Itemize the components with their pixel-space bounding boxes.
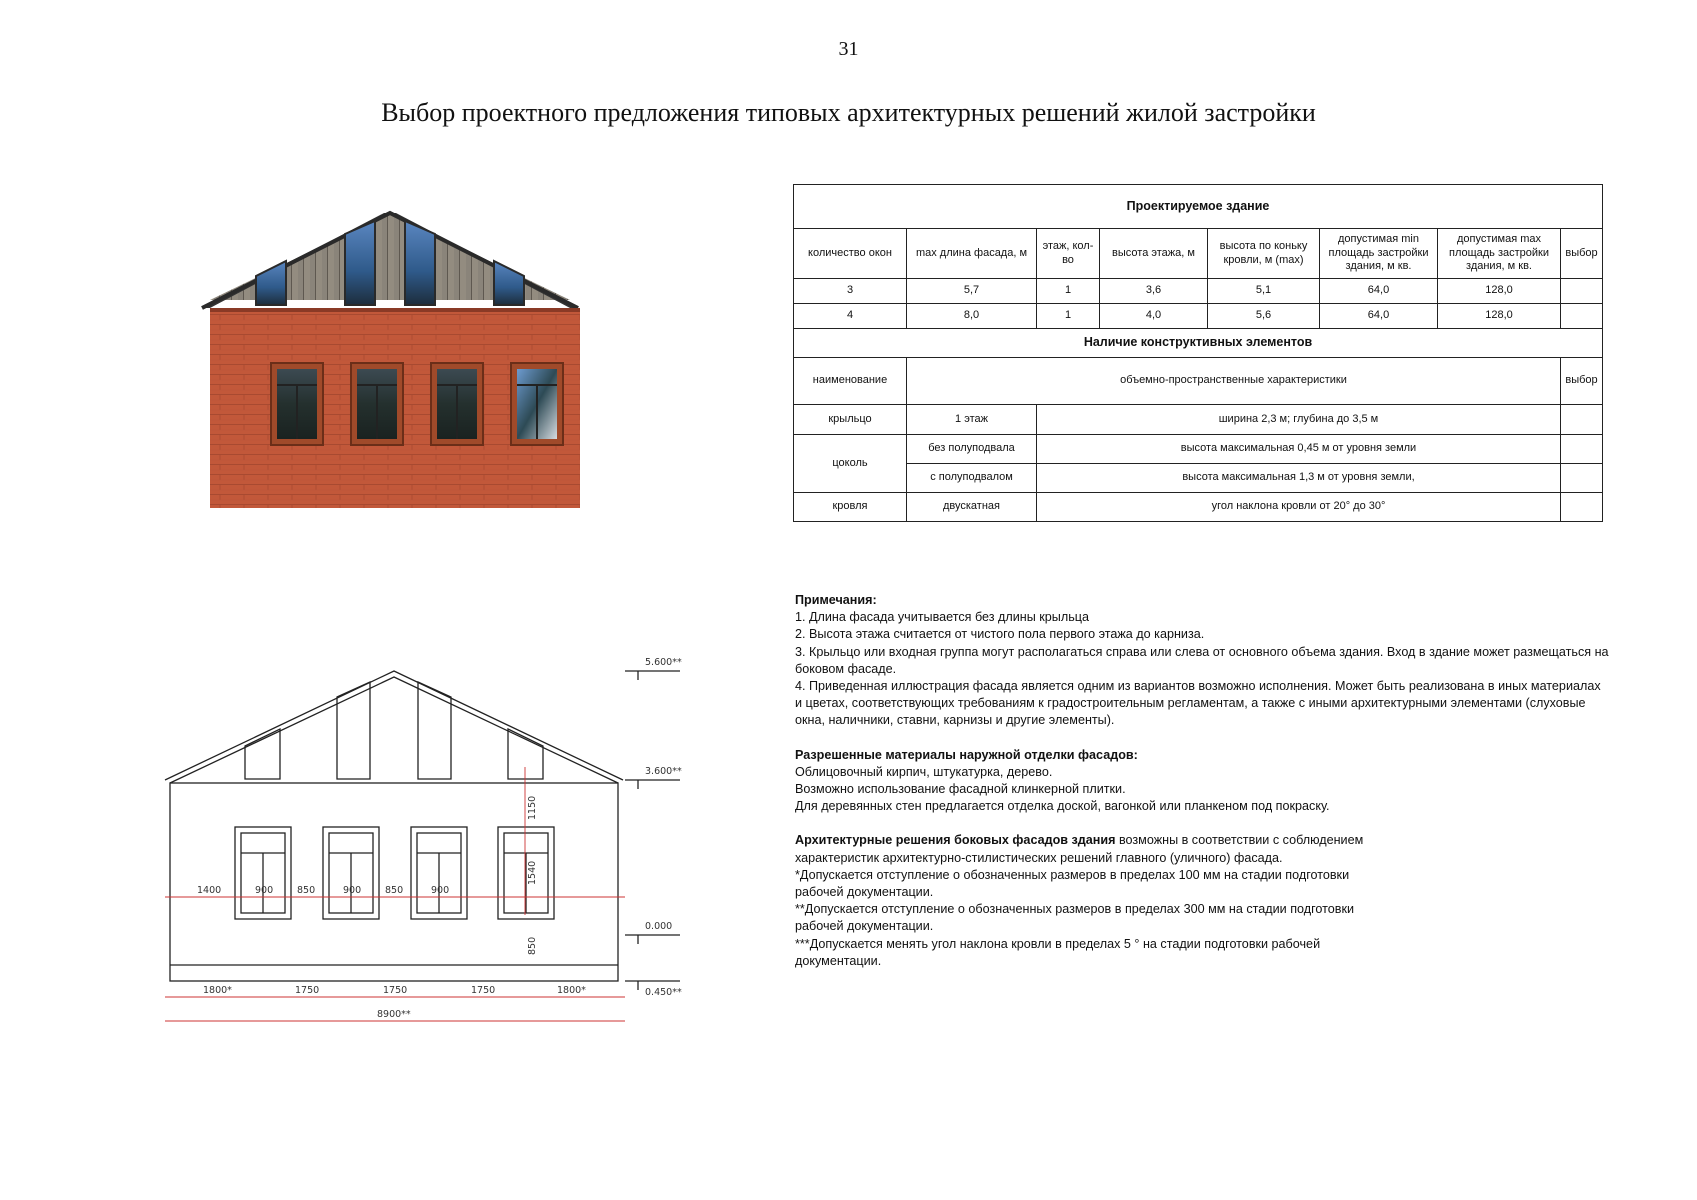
notes-heading: Примечания: [795, 593, 877, 607]
width-4: 900 [343, 885, 362, 896]
cell: 5,7 [907, 279, 1037, 304]
facade-elevation-drawing [155, 635, 695, 1035]
plinth-a-desc: высота максимальная 0,45 м от уровня земли [1037, 435, 1561, 464]
roof-name: кровля [794, 493, 907, 522]
porch-desc: ширина 2,3 м; глубина до 3,5 м [1037, 405, 1561, 435]
side-facade-bold: Архитектурные решения боковых фасадов здания [795, 833, 1116, 848]
col-floors: этаж, кол-во [1037, 229, 1100, 279]
cell: 128,0 [1438, 304, 1561, 329]
cell: 1 [1037, 279, 1100, 304]
choice-cell[interactable] [1561, 464, 1603, 493]
segment-1: 1800* [203, 985, 232, 996]
plinth-a-type: без полуподвала [907, 435, 1037, 464]
material-item: Для деревянных стен предлагается отделка доской, вагонкой или планкеном под покраску. [795, 799, 1330, 814]
side-facade-rest: возможны в соответствии с соблюдением характеристик архитектурно-стилистических решений главного (уличного) фасада. [795, 833, 1364, 865]
cell: 3 [794, 279, 907, 304]
note-item: 3. Крыльцо или входная группа могут располагаться справа или слева от основного объема здания. Вход в здание может размещаться на боковом фасаде. [795, 644, 1609, 676]
col-min-area: допустимая min площадь застройки здания, м кв. [1320, 229, 1438, 279]
cell: 4 [794, 304, 907, 329]
note-item: 4. Приведенная иллюстрация фасада является одним из вариантов возможно исполнения. Может быть реализована в иных материалах и цветах, соответствующих требованиям к градостроительным регламентам, а также с иными архитектурными элементами (слуховые окна, наличники, ставни, карнизы и другие элементы). [795, 679, 1601, 728]
cell: 5,6 [1208, 304, 1320, 329]
width-1: 1400 [197, 885, 222, 896]
total-length: 8900** [377, 1009, 411, 1020]
height-sill: 850 [527, 936, 538, 955]
cell: 64,0 [1320, 279, 1438, 304]
footnote: *Допускается отступление о обозначенных размеров в пределах 100 мм на стадии подготовки рабочей документации. [795, 867, 1350, 900]
choice-cell[interactable] [1561, 405, 1603, 435]
col-ridge-height: высота по коньку кровли, м (max) [1208, 229, 1320, 279]
col-floor-height: высота этажа, м [1100, 229, 1208, 279]
segment-2: 1750 [295, 985, 320, 996]
width-2: 900 [255, 885, 274, 896]
width-3: 850 [297, 885, 316, 896]
plinth-b-type: с полуподвалом [907, 464, 1037, 493]
materials-heading: Разрешенные материалы наружной отделки фасадов: [795, 747, 1138, 762]
table-row [794, 493, 1603, 522]
width-6: 900 [431, 885, 450, 896]
cell: 3,6 [1100, 279, 1208, 304]
choice-cell[interactable] [1561, 304, 1603, 329]
col-max-area: допустимая max площадь застройки здания, м кв. [1438, 229, 1561, 279]
characteristics-header: объемно-пространственные характеристики [907, 358, 1561, 405]
choice-cell[interactable] [1561, 279, 1603, 304]
footnote: **Допускается отступление о обозначенных размеров в пределах 300 мм на стадии подготовки рабочей документации. [795, 902, 1355, 934]
cell: 5,1 [1208, 279, 1320, 304]
width-5: 850 [385, 885, 404, 896]
choice-cell[interactable] [1561, 493, 1603, 522]
table-row [794, 279, 1603, 304]
table-row [794, 405, 1603, 435]
page-number: 31 [838, 38, 859, 60]
cell: 4,0 [1100, 304, 1208, 329]
col-choice: выбор [1561, 229, 1603, 279]
table-row [794, 435, 1603, 464]
porch-name: крыльцо [794, 405, 907, 435]
table-header-row [794, 229, 1603, 279]
cell: 1 [1037, 304, 1100, 329]
choice-header: выбор [1561, 358, 1603, 405]
section2-title: Наличие конструктивных элементов [794, 329, 1603, 358]
level-zero: 0.000 [645, 921, 673, 932]
cell: 128,0 [1438, 279, 1561, 304]
segment-3: 1750 [383, 985, 408, 996]
section1-title: Проектируемое здание [794, 185, 1603, 229]
plinth-name: цоколь [794, 435, 907, 493]
col-max-length: max длина фасада, м [907, 229, 1037, 279]
segment-4: 1750 [471, 985, 496, 996]
cell: 8,0 [907, 304, 1037, 329]
note-item: 1. Длина фасада учитывается без длины крыльца [795, 610, 1089, 625]
plinth-b-desc: высота максимальная 1,3 м от уровня земли, [1037, 464, 1561, 493]
notes-block [795, 592, 1610, 970]
table-row [794, 304, 1603, 329]
roof-type: двускатная [907, 493, 1037, 522]
level-ground: 0.450** [645, 987, 682, 998]
level-ridge: 5.600** [645, 657, 682, 668]
footnote: ***Допускается менять угол наклона кровли в пределах 5 ° на стадии подготовки рабочей документации. [795, 936, 1321, 968]
height-gable: 1150 [527, 795, 538, 820]
table-row [794, 358, 1603, 405]
level-eave: 3.600** [645, 766, 682, 777]
roof-desc: угол наклона кровли от 20° до 30° [1037, 493, 1561, 522]
col-windows: количество окон [794, 229, 907, 279]
spec-table [793, 184, 1603, 522]
material-item: Возможно использование фасадной клинкерной плитки. [795, 782, 1126, 797]
page-title: Выбор проектного предложения типовых архитектурных решений жилой застройки [381, 98, 1316, 127]
note-item: 2. Высота этажа считается от чистого пола первого этажа до карниза. [795, 627, 1205, 642]
table-row [794, 464, 1603, 493]
facade-color-illustration [160, 205, 620, 515]
segment-5: 1800* [557, 985, 586, 996]
cell: 64,0 [1320, 304, 1438, 329]
porch-type: 1 этаж [907, 405, 1037, 435]
material-item: Облицовочный кирпич, штукатурка, дерево. [795, 764, 1053, 779]
choice-cell[interactable] [1561, 435, 1603, 464]
height-window: 1540 [527, 860, 538, 885]
name-header: наименование [794, 358, 907, 405]
side-facade-note [795, 832, 1435, 866]
